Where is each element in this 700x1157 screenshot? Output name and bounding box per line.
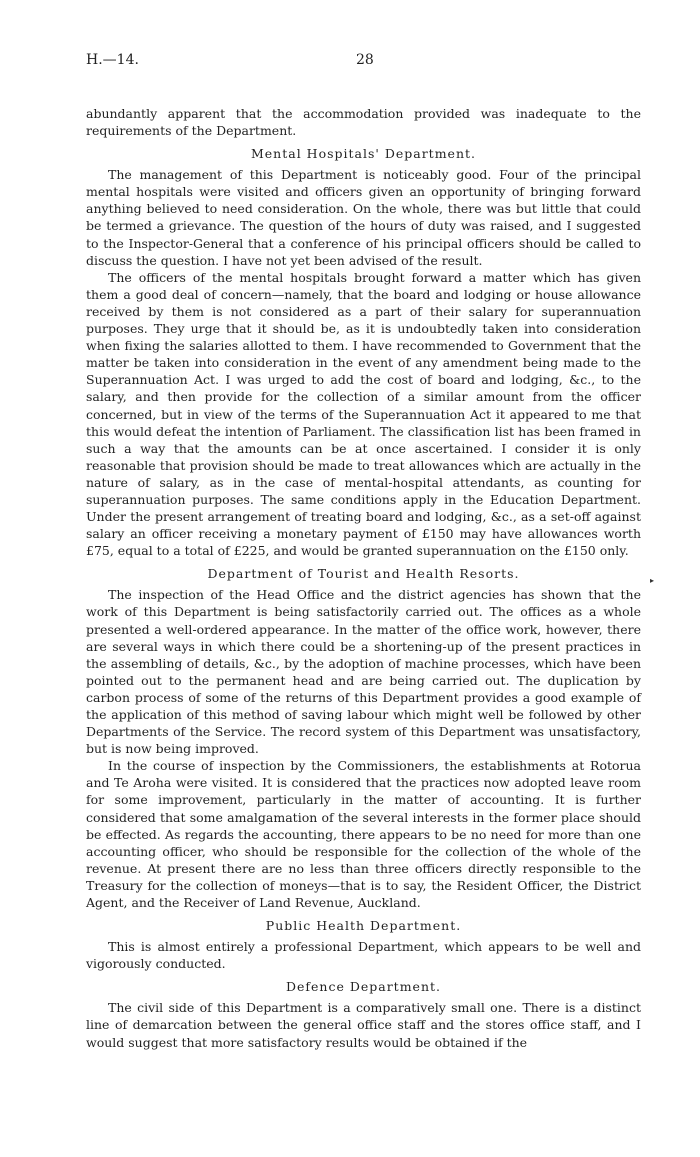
heading-defence: Defence Department. [285, 979, 442, 995]
heading-tourist-health-resorts: Department of Tourist and Health Resorts. [207, 566, 520, 582]
margin-mark: ▸ [650, 576, 655, 585]
continuation-paragraph: abundantly apparent that the accommodation provided was inadequate to the requirements of the Department. [86, 106, 641, 139]
paragraph: The civil side of this Department is a comparatively small one. There is a distinct line of demarcation between the general office staff and the stores office staff, and I would suggest that more satisfactory results would be obtained if the [86, 1000, 641, 1050]
paragraph: In the course of inspection by the Commissioners, the establishments at Rotorua and Te Aroha were visited. It is considered that the practices now adopted leave room for some improvement, particularly in the matter of accounting. It is further considered that some amalgamation of the several interests in the former place should be effected. As regards the accounting, there appears to be no need for more than one accounting officer, who should be responsible for the collection of the whole of the revenue. At present there are no less than three officers directly responsible to the Treasury for the collection of moneys—that is to say, the Resident Officer, the District Agent, and the Receiver of Land Revenue, Auckland. [86, 758, 641, 911]
paragraph: The management of this Department is noticeably good. Four of the principal mental hospitals were visited and officers given an opportunity of bringing forward anything believed to need consideration. On the whole, there was but little that could be termed a grievance. The question of the hours of duty was raised, and I suggested to the Inspector-General that a conference of his principal officers should be called to discuss the question. I have not yet been advised of the result. [86, 167, 641, 268]
heading-public-health: Public Health Department. [265, 918, 462, 934]
heading-mental-hospitals: Mental Hospitals' Department. [250, 146, 476, 162]
document-body [86, 105, 641, 1051]
paragraph: The officers of the mental hospitals brought forward a matter which has given them a good deal of concern—namely, that the board and lodging or house allowance received by them is not considered as a part of their salary for superannuation purposes. They urge that it should be, as it is undoubtedly taken into consideration when fixing the salaries allotted to them. I have recommended to Government that the matter be taken into consideration in the event of any amendment being made to the Superannuation Act. I was urged to add the cost of board and lodging, &c., to the salary, and then provide for the collection of a similar amount from the officer concerned, but in view of the terms of the Superannuation Act it appeared to me that this would defeat the intention of Parliament. The classification list has been framed in such a way that the amounts can be at once ascertained. I consider it is only reasonable that provision should be made to treat allowances which are actually in the nature of salary, as in the case of mental-hospital attendants, as counting for superannuation purposes. The same conditions apply in the Education Department. Under the present arrangement of treating board and lodging, &c., as a set-off against salary an officer receiving a monetary payment of £150 may have allowances worth £75, equal to a total of £225, and would be granted superannuation on the £150 only. [86, 269, 641, 559]
paragraph: The inspection of the Head Office and the district agencies has shown that the work of this Department is being satisfactorily carried out. The offices as a whole presented a well-ordered appearance. In the matter of the office work, however, there are several ways in which there could be a shortening-up of the present practices in the assembling of details, &c., by the adoption of machine processes, which have been pointed out to the permanent head and are being carried out. The duplication by carbon process of some of the returns of this Department provides a good example of the application of this method of saving labour which might well be followed by other Departments of the Service. The record system of this Department was unsatisfactory, but is now being improved. [86, 587, 641, 757]
document-reference: H.—14. [86, 52, 139, 68]
page-number: 28 [356, 52, 374, 68]
page-header [86, 52, 641, 72]
paragraph: This is almost entirely a professional Department, which appears to be well and vigorously conducted. [86, 939, 641, 972]
